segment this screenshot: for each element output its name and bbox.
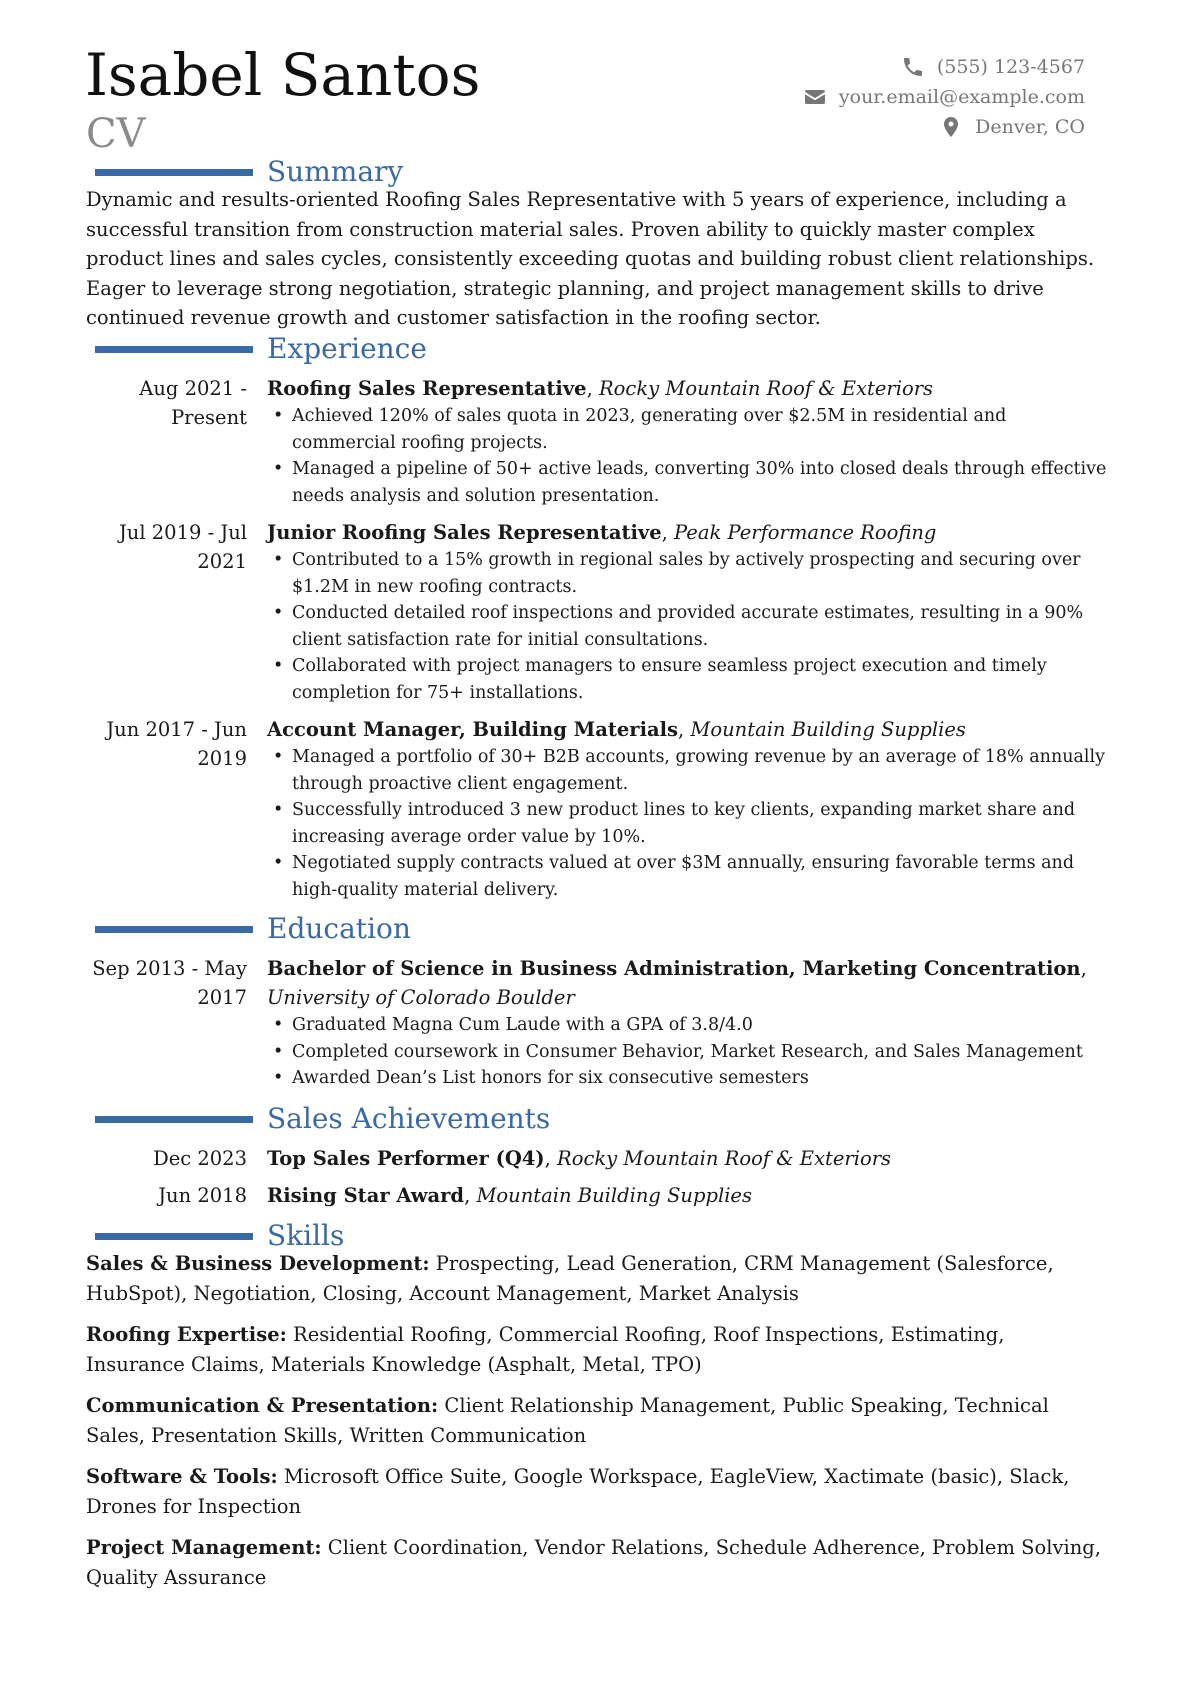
- skill-group: [86, 1249, 1106, 1308]
- skill-label: Roofing Expertise:: [86, 1323, 287, 1346]
- envelope-icon: [803, 85, 827, 109]
- entry-org: University of Colorado Boulder: [267, 986, 575, 1009]
- list-item: • Graduated Magna Cum Laude with a GPA of 3.8/4.0: [267, 1012, 1107, 1039]
- section-title: Experience: [267, 332, 427, 365]
- entry-date: Jun 2018: [158, 1184, 247, 1207]
- skill-text: Client Coordination, Vendor Relations, Schedule Adherence, Problem Solving, Quality Assurance: [86, 1536, 1101, 1589]
- list-item: • Collaborated with project managers to ensure seamless project execution and timely completion for 75+ installations.: [267, 653, 1107, 706]
- entry-title-line: Roofing Sales Representative, Rocky Mountain Roof & Exteriors: [267, 377, 934, 400]
- skill-text: Prospecting, Lead Generation, CRM Management (Salesforce, HubSpot), Negotiation, Closing, Account Management, Market Analysis: [86, 1252, 1054, 1305]
- entry-title-line: Top Sales Performer (Q4), Rocky Mountain Roof & Exteriors: [267, 1147, 892, 1170]
- entry-date: Dec 2023: [153, 1147, 247, 1170]
- skill-label: Communication & Presentation:: [86, 1394, 439, 1417]
- entry-title: Top Sales Performer (Q4): [267, 1147, 545, 1170]
- phone-icon: [901, 55, 925, 79]
- section-title: Summary: [267, 155, 404, 188]
- skill-text: Client Relationship Management, Public Speaking, Technical Sales, Presentation Skills, Written Communication: [86, 1394, 1049, 1447]
- skill-group: [86, 1391, 1106, 1450]
- entry-date: Jun 2017 - Jun 2019: [106, 718, 247, 770]
- section-bar: [95, 346, 253, 353]
- list-item: • Managed a portfolio of 30+ B2B accounts, growing revenue by an average of 18% annually through proactive client engagement.: [267, 744, 1107, 797]
- contact-location: [803, 112, 1085, 142]
- list-item: • Completed coursework in Consumer Behavior, Market Research, and Sales Management: [267, 1039, 1107, 1066]
- entry-date: Jul 2019 - Jul 2021: [118, 521, 247, 573]
- entry-title-line: Bachelor of Science in Business Administration, Marketing Concentration,: [267, 957, 1087, 980]
- location-text: Denver, CO: [975, 116, 1085, 138]
- section-bar: [95, 169, 253, 176]
- document-subtitle: CV: [86, 111, 146, 157]
- summary-text: Dynamic and results-oriented Roofing Sales Representative with 5 years of experience, including a successful transition from construction material sales. Proven ability to quickly master complex product lines and sales cycles, consistently exceeding quotas and building robust client relationships. Eager to leverage strong negotiation, strategic planning, and project management skills to drive continued revenue growth and customer satisfaction in the roofing sector.: [86, 188, 1095, 329]
- phone-text: (555) 123-4567: [936, 56, 1085, 78]
- skill-group: [86, 1462, 1106, 1521]
- entry-org: Rocky Mountain Roof & Exteriors: [557, 1147, 892, 1170]
- list-item: • Achieved 120% of sales quota in 2023, generating over $2.5M in residential and commercial roofing projects.: [267, 403, 1107, 456]
- entry-title-line: Junior Roofing Sales Representative, Peak Performance Roofing: [267, 521, 937, 544]
- list-item: • Conducted detailed roof inspections and provided accurate estimates, resulting in a 90% client satisfaction rate for initial consultations.: [267, 600, 1107, 653]
- skill-label: Sales & Business Development:: [86, 1252, 430, 1275]
- entry-bullets: [267, 1012, 1107, 1092]
- entry-org: Rocky Mountain Roof & Exteriors: [599, 377, 934, 400]
- entry-bullets: [267, 744, 1107, 904]
- contact-email[interactable]: [803, 82, 1085, 112]
- section-education: [95, 911, 1095, 947]
- candidate-name: Isabel Santos: [85, 41, 481, 109]
- section-bar: [95, 926, 253, 933]
- skill-text: Residential Roofing, Commercial Roofing, Roof Inspections, Estimating, Insurance Claims, Materials Knowledge (Asphalt, Metal, TPO): [86, 1323, 1005, 1376]
- section-title: Skills: [267, 1219, 345, 1252]
- section-title: Education: [267, 912, 411, 945]
- section-bar: [95, 1116, 253, 1123]
- entry-date: Aug 2021 - Present: [139, 377, 247, 429]
- entry-title: Junior Roofing Sales Representative: [267, 521, 662, 544]
- entry-title: Rising Star Award: [267, 1184, 465, 1207]
- section-experience: [95, 331, 1095, 367]
- section-achievements: [95, 1101, 1095, 1137]
- skill-group: [86, 1320, 1106, 1379]
- skill-group: [86, 1533, 1106, 1592]
- skill-label: Project Management:: [86, 1536, 322, 1559]
- section-title: Sales Achievements: [267, 1102, 551, 1135]
- skill-label: Software & Tools:: [86, 1465, 278, 1488]
- entry-bullets: [267, 547, 1107, 707]
- list-item: • Managed a pipeline of 50+ active leads, converting 30% into closed deals through effective needs analysis and solution presentation.: [267, 456, 1107, 509]
- entry-org: Mountain Building Supplies: [690, 718, 966, 741]
- list-item: • Successfully introduced 3 new product lines to key clients, expanding market share and increasing average order value by 10%.: [267, 797, 1107, 850]
- entry-bullets: [267, 403, 1107, 509]
- contact-phone[interactable]: [803, 52, 1085, 82]
- entry-org: Peak Performance Roofing: [674, 521, 937, 544]
- skill-text: Microsoft Office Suite, Google Workspace, EagleView, Xactimate (basic), Slack, Drones for Inspection: [86, 1465, 1070, 1518]
- list-item: • Awarded Dean’s List honors for six consecutive semesters: [267, 1065, 1107, 1092]
- entry-date: Sep 2013 - May 2017: [92, 957, 247, 1009]
- entry-title-line: Rising Star Award, Mountain Building Supplies: [267, 1184, 752, 1207]
- map-pin-icon: [939, 115, 963, 139]
- list-item: • Negotiated supply contracts valued at over $3M annually, ensuring favorable terms and high-quality material delivery.: [267, 850, 1107, 903]
- entry-title: Roofing Sales Representative: [267, 377, 587, 400]
- email-text: your.email@example.com: [838, 86, 1085, 108]
- contact-block: [803, 52, 1085, 142]
- entry-title-line: Account Manager, Building Materials, Mountain Building Supplies: [267, 718, 966, 741]
- entry-org: Mountain Building Supplies: [476, 1184, 752, 1207]
- entry-title: Bachelor of Science in Business Administration, Marketing Concentration: [267, 957, 1081, 980]
- section-bar: [95, 1233, 253, 1240]
- entry-title: Account Manager, Building Materials: [267, 718, 678, 741]
- list-item: • Contributed to a 15% growth in regional sales by actively prospecting and securing over $1.2M in new roofing contracts.: [267, 547, 1107, 600]
